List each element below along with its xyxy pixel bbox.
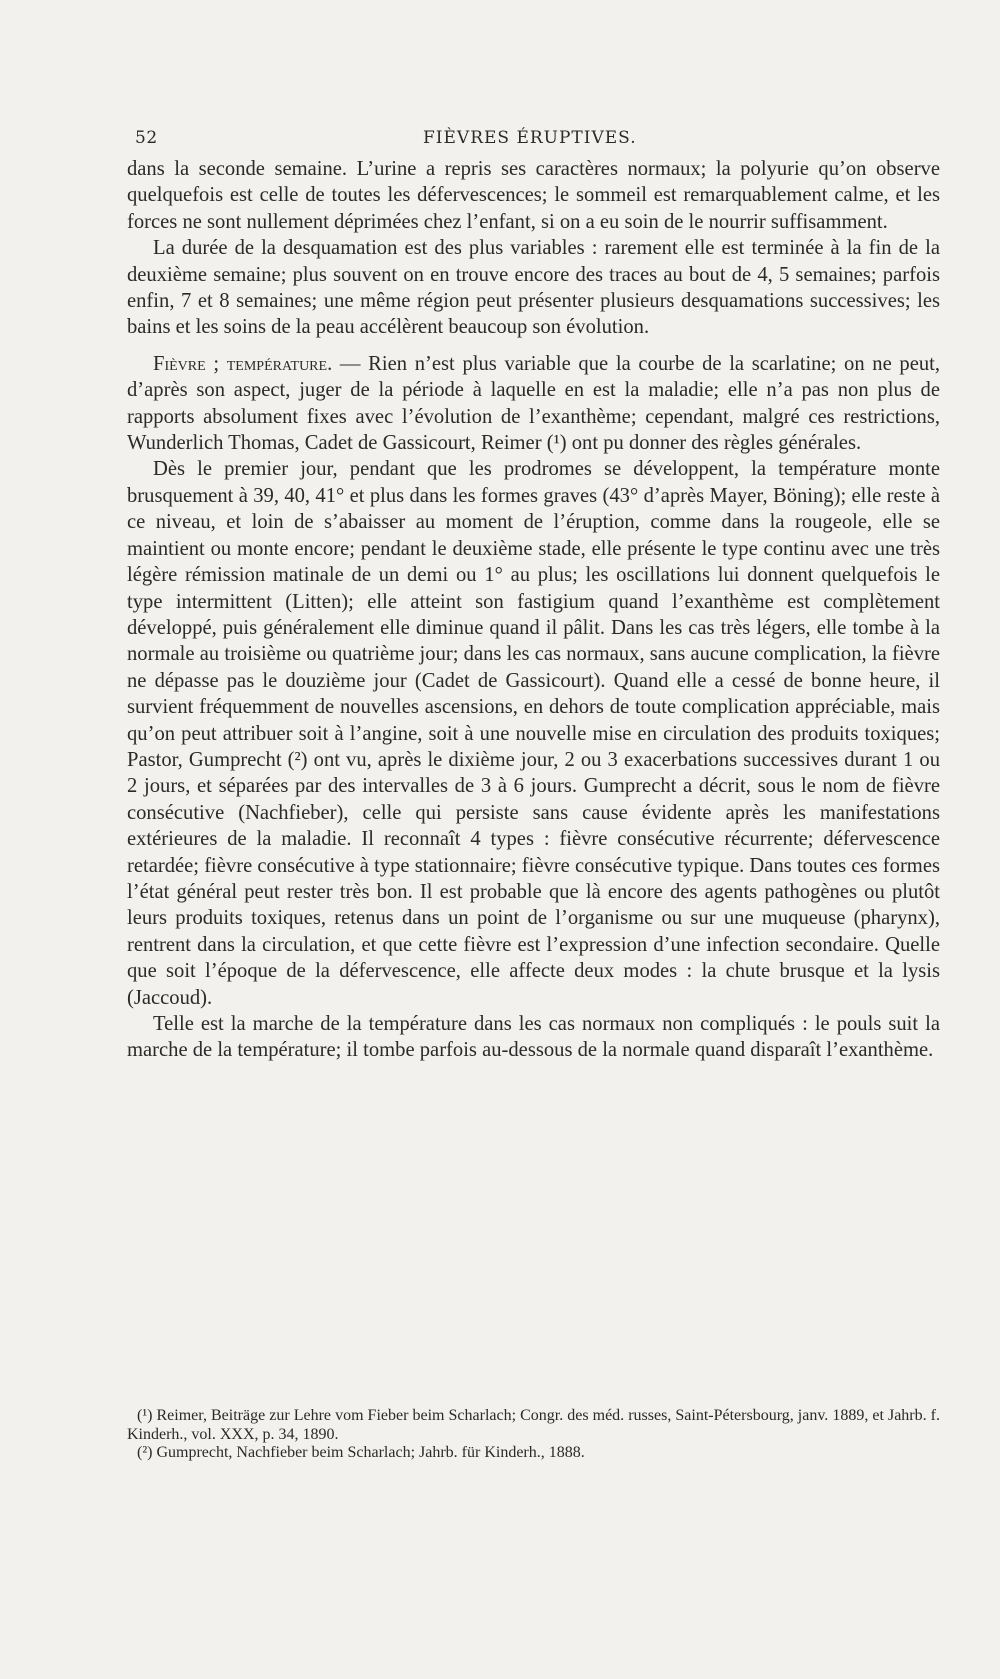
footnotes (127, 1407, 940, 1463)
paragraph-text: — Rien n’est plus variable que la courbe de la scarlatine; on ne peut, d’après son aspect, juger de la période à laquelle en est la maladie; elle n’a pas non plus de rapports absolument fixes avec l’évolution de l’exanthème; cependant, malgré ces restrictions, Wunderlich Thomas, Cadet de Gassicourt, Reimer (¹) ont pu donner des règles générales. (127, 352, 940, 455)
section-heading: Fièvre ; température. (153, 352, 333, 375)
page-number: 52 (135, 128, 158, 148)
paragraph: La durée de la desquamation est des plus variables : rarement elle est terminée à la fin de la deuxième semaine; plus souvent on en trouve encore des traces au bout de 4, 5 semaines; parfois enfin, 7 et 8 semaines; une même région peut présenter plusieurs desquamations successives; les bains et les soins de la peau accélèrent beaucoup son évolution. (127, 237, 940, 339)
main-text (127, 156, 940, 1064)
footnote: (¹) Reimer, Beiträge zur Lehre vom Fieber beim Scharlach; Congr. des méd. russes, Saint-Pétersbourg, janv. 1889, et Jahrb. f. Kinderh., vol. XXX, p. 34, 1890. (127, 1407, 940, 1443)
footnote: (²) Gumprecht, Nachfieber beim Scharlach; Jahrb. für Kinderh., 1888. (137, 1444, 585, 1461)
running-title: FIÈVRES ÉRUPTIVES. (423, 128, 637, 148)
paragraph: Dès le premier jour, pendant que les prodromes se développent, la température monte brusquement à 39, 40, 41° et plus dans les formes graves (43° d’après Mayer, Böning); elle reste à ce niveau, et loin de s’abaisser au moment de l’éruption, comme dans la rougeole, elle se maintient ou monte encore; pendant le deuxième stade, elle présente le type continu avec une très légère rémission matinale de un demi ou 1° au plus; les oscillations lui donnent quelquefois le type intermittent (Litten); elle atteint son fastigium quand l’exanthème est complètement développé, puis généralement elle diminue quand il pâlit. Dans les cas très légers, elle tombe à la normale au troisième ou quatrième jour; dans les cas normaux, sans aucune complication, la fièvre ne dépasse pas le douzième jour (Cadet de Gassicourt). Quand elle a cessé de bonne heure, il survient fréquemment de nouvelles ascensions, en dehors de toute complication appréciable, mais qu’on peut attribuer soit à l’angine, soit à une nouvelle mise en circulation des produits toxiques; Pastor, Gumprecht (²) ont vu, après le dixième jour, 2 ou 3 exacerbations successives durant 1 ou 2 jours, et séparées par des intervalles de 3 à 6 jours. Gumprecht a décrit, sous le nom de fièvre consécutive (Nachfieber), celle qui persiste sans cause évidente après les manifestations extérieures de la maladie. Il reconnaît 4 types : fièvre consécutive récurrente; défervescence retardée; fièvre consécutive à type stationnaire; fièvre consécutive typique. Dans toutes ces formes l’état général peut rester très bon. Il est probable que là encore des agents pathogènes ou plutôt leurs produits toxiques, retenus dans un point de l’organisme ou sur une muqueuse (pharynx), rentrent dans la circulation, et que cette fièvre est l’expression d’une infection secondaire. Quelle que soit l’époque de la défervescence, elle affecte deux modes : la chute brusque et la lysis (Jaccoud). (127, 458, 940, 1009)
paragraph: Telle est la marche de la température dans les cas normaux non compliqués : le pouls suit la marche de la température; il tombe parfois au-dessous de la normale quand disparaît l’exanthème. (127, 1013, 940, 1062)
section-paragraph (127, 351, 940, 457)
paragraph: dans la seconde semaine. L’urine a repris ses caractères normaux; la polyurie qu’on observe quelquefois est celle de toutes les défervescences; le sommeil est remarquablement calme, et les forces ne sont nullement déprimées chez l’enfant, si on a eu soin de le nourrir suffisamment. (127, 158, 940, 233)
